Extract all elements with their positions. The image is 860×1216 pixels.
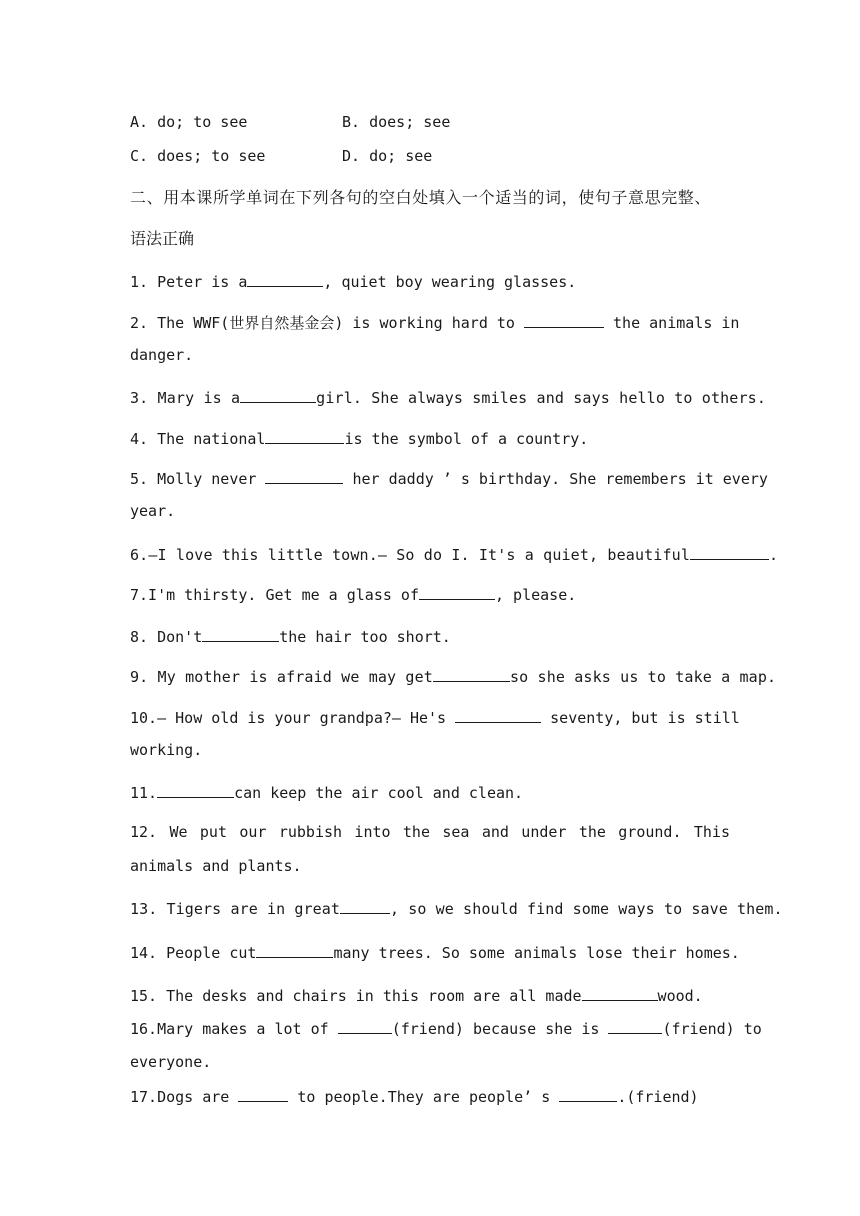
question-8: [130, 626, 730, 646]
question-5-cont: [130, 502, 730, 520]
question-text: 1. Peter is a: [130, 273, 248, 291]
question-text: 14. People cut: [130, 944, 257, 962]
question-4: [130, 428, 730, 448]
answer-blank: [690, 544, 769, 560]
option-d: D. do; see: [342, 147, 433, 165]
question-text: danger.: [130, 346, 194, 364]
question-text: , please.: [494, 586, 577, 604]
question-11: [130, 782, 730, 802]
question-text: to people.They are people’ s: [297, 1088, 551, 1106]
question-text: the hair too short.: [279, 628, 451, 646]
answer-blank: [419, 584, 495, 600]
question-text: girl. She always smiles and says hello to others.: [316, 389, 767, 407]
question-12-cont: [130, 857, 730, 875]
question-text: 11.: [130, 784, 158, 802]
answer-blank: [202, 626, 279, 642]
answer-blank: [340, 898, 390, 914]
question-text: .(friend): [617, 1088, 699, 1106]
question-17: [130, 1087, 730, 1106]
answer-blank: [238, 1087, 288, 1102]
answer-blank: [157, 782, 234, 798]
question-text: 3. Mary is a: [130, 389, 241, 407]
question-text: seventy, but is still: [550, 709, 740, 727]
answer-blank: [524, 312, 604, 328]
question-2: [130, 312, 740, 332]
question-text: working.: [130, 741, 203, 759]
answer-blank: [455, 707, 541, 723]
question-10-cont: [130, 741, 730, 759]
answer-blank: [265, 468, 343, 484]
question-text: , quiet boy wearing glasses.: [323, 273, 577, 291]
question-text: 8. Don't: [130, 628, 203, 646]
question-text: everyone.: [130, 1053, 212, 1071]
answer-blank: [265, 428, 344, 444]
question-text: many trees. So some animals lose their homes.: [333, 944, 740, 962]
question-text: her daddy ’ s birthday. She remembers it every: [352, 470, 768, 488]
question-12: [130, 823, 730, 841]
question-text: is the symbol of a country.: [344, 430, 589, 448]
option-a: A. do; to see: [130, 113, 248, 131]
answer-blank: [433, 666, 510, 682]
option-b: B. does; see: [342, 113, 451, 131]
question-text: year.: [130, 502, 176, 520]
question-text: 7.I'm thirsty. Get me a glass of: [130, 586, 419, 604]
answer-blank: [240, 387, 316, 403]
question-text: 13. Tigers are in great: [130, 900, 341, 918]
question-text: 16.Mary makes a lot of: [130, 1020, 329, 1038]
question-text: 6.—I love this little town.— So do I. It's a quiet, beautiful: [130, 546, 691, 564]
question-2-cont: [130, 346, 730, 364]
answer-blank: [247, 271, 323, 287]
question-13: [130, 898, 783, 918]
question-text: (friend) because she is: [391, 1020, 600, 1038]
section-heading-line2: 语法正确: [130, 229, 195, 248]
question-text: , so we should find some ways to save them.: [390, 900, 783, 918]
section-heading-line1: 二、用本课所学单词在下列各句的空白处填入一个适当的词，使句子意思完整、: [130, 188, 712, 207]
question-text: 10.— How old is your grandpa?— He's: [130, 709, 447, 727]
question-text: 12. We put our rubbish into the sea and under the ground. This: [130, 823, 730, 841]
question-15: [130, 985, 730, 1005]
answer-blank: [608, 1019, 662, 1034]
question-16: [130, 1019, 762, 1038]
question-5: [130, 468, 768, 488]
question-6: [130, 544, 779, 564]
answer-blank: [582, 985, 658, 1001]
question-text: 17.Dogs are: [130, 1088, 230, 1106]
question-1: [130, 271, 730, 291]
question-text: can keep the air cool and clean.: [234, 784, 524, 802]
option-c: C. does; to see: [130, 147, 266, 165]
question-text: 9. My mother is afraid we may get: [130, 668, 433, 686]
question-text: 5. Molly never: [130, 470, 257, 488]
answer-blank: [256, 942, 333, 958]
question-16-cont: [130, 1053, 730, 1071]
question-text: so she asks us to take a map.: [509, 668, 777, 686]
question-text: the animals in: [613, 314, 740, 332]
question-10: [130, 707, 740, 727]
question-7: [130, 584, 730, 604]
question-14: [130, 942, 740, 962]
answer-blank: [338, 1019, 392, 1034]
question-text: animals and plants.: [130, 857, 302, 875]
question-text: wood.: [657, 987, 703, 1005]
question-text: (friend) to: [662, 1020, 762, 1038]
question-3: [130, 387, 767, 407]
question-9: [130, 666, 777, 686]
question-text: 2. The WWF(世界自然基金会) is working hard to: [130, 314, 515, 332]
question-text: .: [769, 546, 779, 564]
answer-blank: [559, 1087, 617, 1102]
question-text: 15. The desks and chairs in this room are all made: [130, 987, 582, 1005]
question-text: 4. The national: [130, 430, 266, 448]
